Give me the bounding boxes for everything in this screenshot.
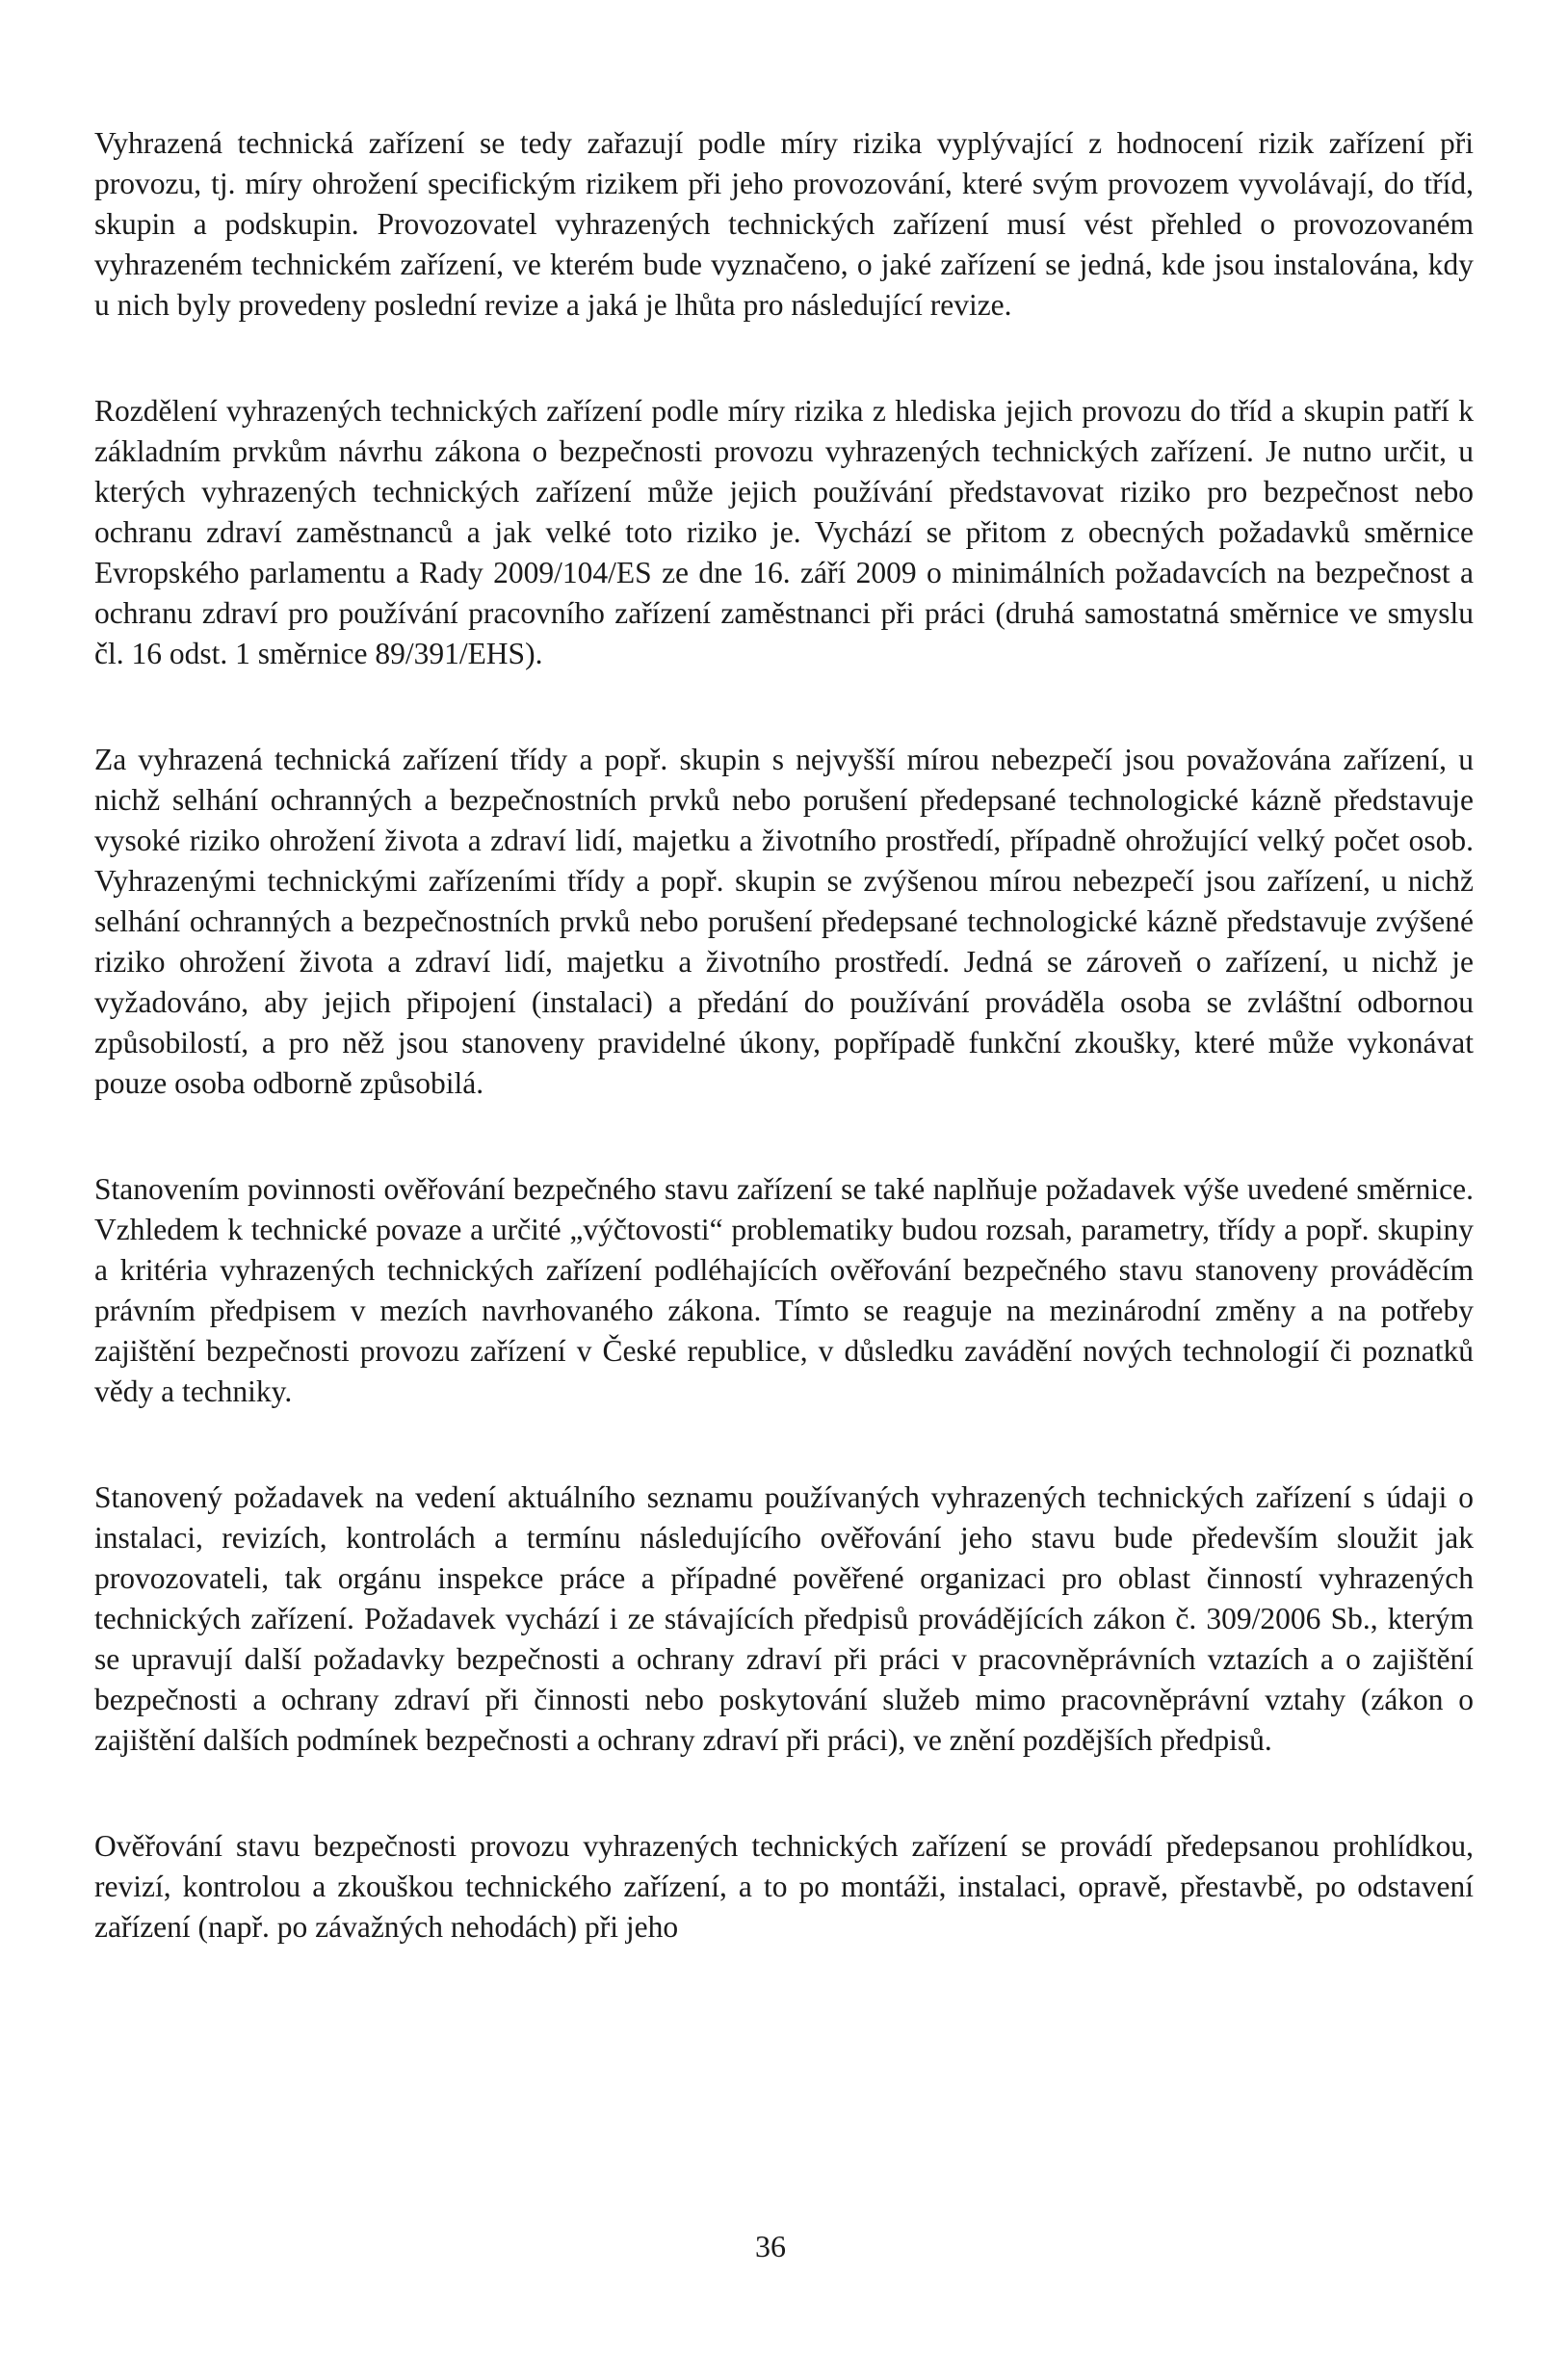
paragraph-5: Stanovený požadavek na vedení aktuálního seznamu používaných vyhrazených technických zařízení s údaji o instalaci, revizích, kontrolách a termínu následujícího ověřování jeho stavu bude především sloužit jak provozovateli, tak orgánu inspekce práce a případné pověřené organizaci pro oblast činností vyhrazených technických zařízení. Požadavek vychází i ze stávajících předpisů prováděјících zákon č. 309/2006 Sb., kterým se upravují další požadavky bezpečnosti a ochrany zdraví při práci v pracovněprávních vztazích a o zajištění bezpečnosti a ochrany zdraví při činnosti nebo poskytování služeb mimo pracovněprávní vztahy (zákon o zajištění dalších podmínek bezpečnosti a ochrany zdraví při práci), ve znění pozdějších předpisů. bbox=[94, 1480, 1474, 1757]
paragraph-2: Rozdělení vyhrazených technických zařízení podle míry rizika z hlediska jejich provozu do tříd a skupin patří k základním prvkům návrhu zákona o bezpečnosti provozu vyhrazených technických zařízení. Je nutno určit, u kterých vyhrazených technických zařízení může jejich používání představovat riziko pro bezpečnost nebo ochranu zdraví zaměstnanců a jak velké toto riziko je. Vychází se přitom z obecných požadavků směrnice Evropského parlamentu a Rady 2009/104/ES ze dne 16. září 2009 o minimálních požadavcích na bezpečnost a ochranu zdraví pro používání pracovního zařízení zaměstnanci při práci (druhá samostatná směrnice ve smyslu čl. 16 odst. 1 směrnice 89/391/EHS). bbox=[94, 394, 1474, 670]
paragraph-1: Vyhrazená technická zařízení se tedy zařazují podle míry rizika vyplývající z hodnocení rizik zařízení při provozu, tj. míry ohrožení specifickým rizikem při jeho provozování, které svým provozem vyvolávají, do tříd, skupin a podskupin. Provozovatel vyhrazených technických zařízení musí vést přehled o provozovaném vyhrazeném technickém zařízení, ve kterém bude vyznačeno, o jaké zařízení se jedná, kde jsou instalována, kdy u nich byly provedeny poslední revize a jaká je lhůta pro následující revize. bbox=[94, 126, 1474, 322]
paragraph-6: Ověřování stavu bezpečnosti provozu vyhrazených technických zařízení se provádí předepsanou prohlídkou, revizí, kontrolou a zkouškou technického zařízení, a to po montáži, instalaci, opravě, přestavbě, po odstavení zařízení (např. po závažných nehodách) při jeho bbox=[94, 1829, 1474, 1944]
paragraph-4: Stanovením povinnosti ověřování bezpečného stavu zařízení se také naplňuje požadavek výše uvedené směrnice. Vzhledem k technické povaze a určité „výčtovosti“ problematiky budou rozsah, parametry, třídy a popř. skupiny a kritéria vyhrazených technických zařízení podléhajících ověřování bezpečného stavu stanoveny prováděcím právním předpisem v mezích navrhovaného zákona. Tímto se reaguje na mezinárodní změny a na potřeby zajištění bezpečnosti provozu zařízení v České republice, v důsledku zavádění nových technologií či poznatků vědy a techniky. bbox=[94, 1172, 1474, 1408]
paragraph-3: Za vyhrazená technická zařízení třídy a popř. skupin s nejvyšší mírou nebezpečí jsou považována zařízení, u nichž selhání ochranných a bezpečnostních prvků nebo porušení předepsané technologické kázně představuje vysoké riziko ohrožení života a zdraví lidí, majetku a životního prostředí, případně ohrožující velký počet osob. Vyhrazenými technickými zařízeními třídy a popř. skupin se zvýšenou mírou nebezpečí jsou zařízení, u nichž selhání ochranných a bezpečnostních prvků nebo porušení předepsané technologické kázně představuje zvýšené riziko ohrožení života a zdraví lidí, majetku a životního prostředí. Jedná se zároveň o zařízení, u nichž je vyžadováno, aby jejich připojení (instalaci) a předání do používání prováděla osoba se zvláštní odbornou způsobilostí, a pro něž jsou stanoveny pravidelné úkony, popřípadě funkční zkoušky, které může vykonávat pouze osoba odborně způsobilá. bbox=[94, 743, 1474, 1100]
page-number: 36 bbox=[755, 2229, 786, 2263]
document-body bbox=[94, 123, 1474, 2013]
